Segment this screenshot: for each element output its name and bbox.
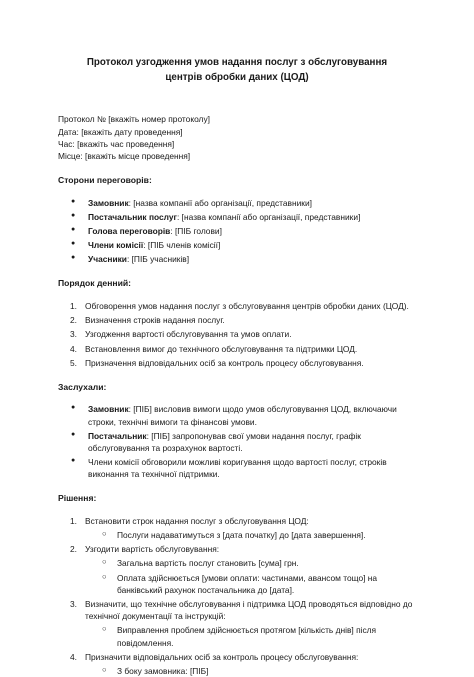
party-label: Члени комісії	[88, 240, 144, 251]
meta-place: Місце: [вкажіть місце проведення]	[58, 150, 191, 161]
party-text: : [ПІБ учасників]	[126, 254, 190, 265]
meta-time: Час: [вкажіть час проведення]	[58, 138, 175, 149]
sub-list-item: ○ З боку замовника: [ПІБ]	[85, 665, 416, 677]
speaker-text: : [ПІБ] висловив вимоги щодо умов обслуговування ЦОД, включаючи строки, технічні вимоги та фінансові умови.	[88, 404, 397, 427]
list-item	[58, 239, 416, 251]
decision-text: Встановити строк надання послуг з обслуговування ЦОД:	[85, 515, 309, 526]
list-item	[58, 456, 416, 480]
parties-list	[58, 197, 416, 266]
agenda-heading: Порядок денний:	[58, 278, 132, 289]
list-item: 2. Узгодити вартість обслуговування: ○ Загальна вартість послуг становить [сума] грн. ○ Оплата здійснюється [умови оплати: частинами, авансом тощо] на банківський рахунок постачальника до [дата].	[58, 543, 416, 596]
speaker-text: Члени комісії обговорили можливі коригування щодо вартості послуг, строків виконання та технічної підтримки.	[88, 457, 387, 480]
heard-heading: Заслухали:	[58, 381, 107, 392]
agenda-list	[58, 300, 416, 369]
list-item	[58, 403, 416, 427]
decision-sublist	[85, 529, 416, 541]
parties-heading: Сторони переговорів:	[58, 175, 152, 186]
protocol-meta	[58, 113, 416, 162]
speaker-text: : [ПІБ] запропонував свої умови надання послуг, графік обслуговування та розрахунок вартості.	[88, 430, 361, 453]
sub-list-item: ○ Загальна вартість послуг становить [сума] грн.	[85, 557, 416, 569]
party-label: Постачальник послуг	[88, 211, 178, 222]
agenda-text: Обговорення умов надання послуг з обслуговування центрів обробки даних (ЦОД).	[85, 300, 409, 311]
list-item: 4. Призначити відповідальних осіб за контроль процесу обслуговування: ○ З боку замовника: [ПІБ]	[58, 651, 416, 677]
decision-text: Призначити відповідальних осіб за контроль процесу обслуговування:	[85, 651, 359, 662]
document-title: Протокол узгодження умов надання послуг з обслуговування центрів обробки даних (ЦОД)	[86, 57, 388, 84]
list-item	[58, 197, 416, 209]
list-item: 1. Встановити строк надання послуг з обслуговування ЦОД: ○ Послуги надаватимуться з [дата початку] до [дата завершення].	[58, 515, 416, 541]
agenda-text: Визначення строків надання послуг.	[85, 315, 225, 326]
list-item	[58, 430, 416, 454]
list-item	[58, 253, 416, 265]
meta-date: Дата: [вкажіть дату проведення]	[58, 126, 183, 137]
list-item: 2. Визначення строків надання послуг.	[70, 315, 225, 326]
list-item: 4. Встановлення вимог до технічного обслуговування та підтримки ЦОД.	[70, 343, 358, 354]
party-label: Голова переговорів	[88, 225, 171, 236]
decision-text: Визначити, що технічне обслуговування і підтримка ЦОД проводяться відповідно до технічної документації та інструкцій:	[85, 599, 413, 622]
speaker-label: Замовник	[88, 404, 129, 415]
decision-text: Узгодити вартість обслуговування:	[85, 544, 220, 555]
decision-sublist	[85, 557, 416, 596]
decision-sublist	[85, 624, 416, 648]
sub-list-item: ○ Виправлення проблем здійснюється протягом [кількість днів] після повідомлення.	[85, 624, 416, 648]
agenda-text: Призначення відповідальних осіб за контроль процесу обслуговування.	[85, 357, 364, 368]
agenda-text: Узгодження вартості обслуговування та умов оплати.	[85, 329, 292, 340]
party-text: : [назва компанії або організації, представники]	[128, 197, 312, 208]
heard-list	[58, 403, 416, 480]
party-text: : [ПІБ членів комісії]	[143, 240, 221, 251]
party-label: Учасники	[88, 254, 127, 265]
speaker-label: Постачальник	[88, 430, 147, 441]
list-item	[58, 211, 416, 223]
list-item: 1. Обговорення умов надання послуг з обслуговування центрів обробки даних (ЦОД).	[70, 300, 409, 311]
decisions-list	[58, 515, 416, 677]
meta-number: Протокол № [вкажіть номер протоколу]	[58, 114, 210, 125]
decisions-heading: Рішення:	[58, 493, 97, 504]
list-item: 3. Узгодження вартості обслуговування та умов оплати.	[70, 329, 292, 340]
decision-sublist	[85, 665, 416, 677]
party-text: : [ПІБ голови]	[170, 225, 222, 236]
party-text: : [назва компанії або організації, представники]	[177, 211, 361, 222]
list-item: 3. Визначити, що технічне обслуговування і підтримка ЦОД проводяться відповідно до технічної документації та інструкцій: ○ Виправлення проблем здійснюється протягом [кількість днів] після повідомлення.	[58, 598, 416, 649]
list-item	[58, 225, 416, 237]
sub-list-item: ○ Послуги надаватимуться з [дата початку] до [дата завершення].	[85, 529, 416, 541]
sub-list-item: ○ Оплата здійснюється [умови оплати: частинами, авансом тощо] на банківський рахунок постачальника до [дата].	[85, 572, 416, 596]
list-item: 5. Призначення відповідальних осіб за контроль процесу обслуговування.	[70, 357, 364, 368]
party-label: Замовник	[88, 197, 129, 208]
agenda-text: Встановлення вимог до технічного обслуговування та підтримки ЦОД.	[85, 343, 358, 354]
